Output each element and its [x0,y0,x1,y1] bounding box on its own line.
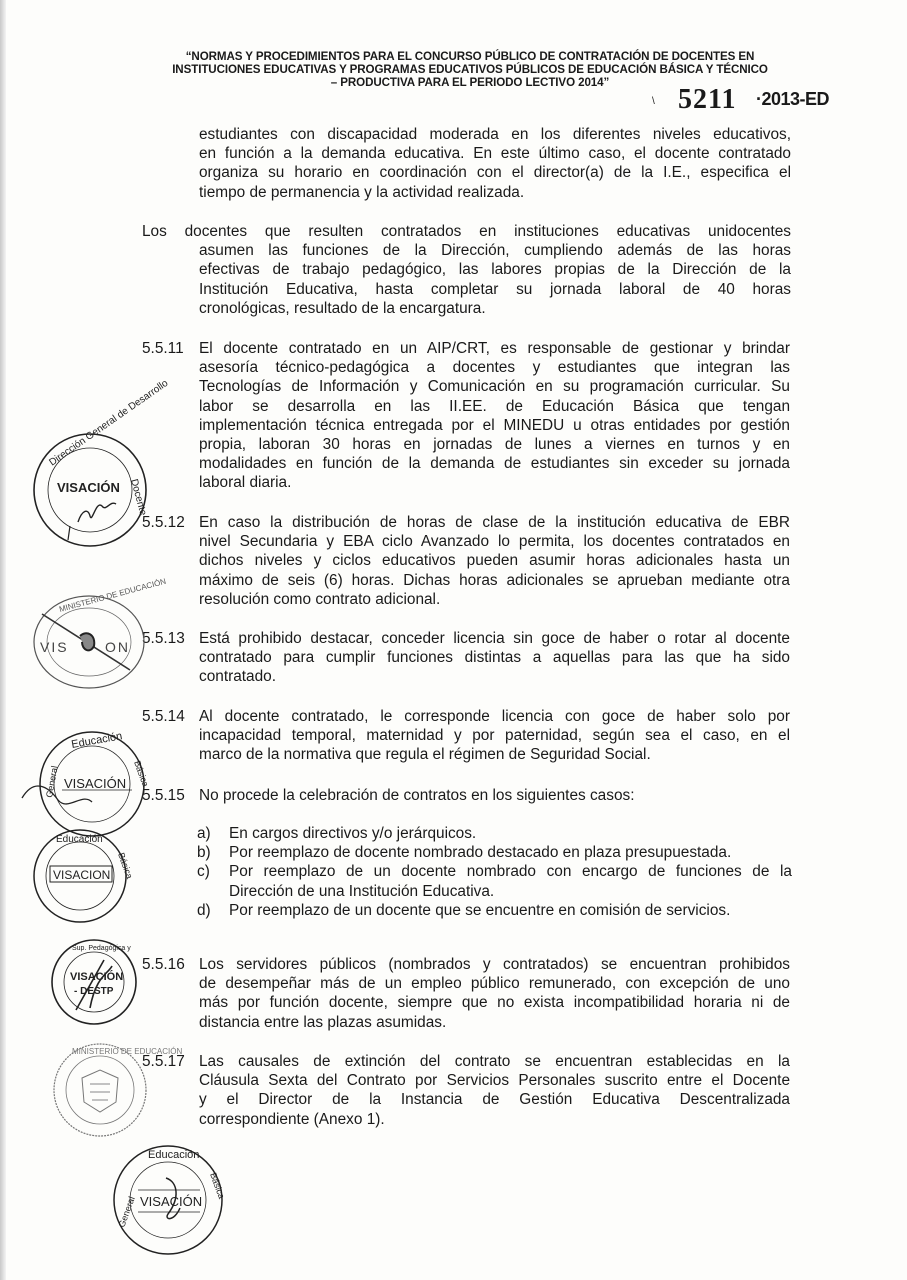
svg-text:Docente: Docente [128,477,149,517]
svg-text:VISACIÓN: VISACIÓN [140,1194,203,1209]
item-number: 5.5.13 [142,630,185,647]
text-line: Por reemplazo de docente nombrado destacado en plaza presupuestada. [229,844,732,862]
text-line: cronológicas, resultado de la encargatura. [199,299,486,317]
text-line: correspondiente (Anexo 1). [199,1110,385,1128]
svg-text:VISACIÓN: VISACIÓN [64,776,127,791]
svg-text:ON: ON [105,639,130,655]
text-line: Al docente contratado, le corresponde licencia con goce de haber solo por [199,708,790,725]
text-line: Institución Educativa, hasta completar su jornada laboral de 40 horas [199,280,791,298]
svg-text:Educación: Educación [70,730,124,751]
svg-text:- DESTP: - DESTP [74,986,114,997]
item-number: 5.5.14 [142,708,185,725]
text-line: incapacidad temporal, maternidad y por paternidad, según sea el caso, en el [199,727,790,745]
list-item [197,824,792,843]
item-5-5-17 [142,1052,790,1129]
intro-paragraph [199,125,791,202]
item-number: 5.5.16 [142,956,185,973]
item-number: 5.5.11 [142,340,184,357]
text-line: Dirección de una Institución Educativa. [229,882,495,900]
text-line: Los servidores públicos (nombrados y contratados) se encuentran prohibidos [199,956,790,973]
scan-left-edge [0,0,6,1280]
text-line: propia, laboran 30 horas en jornadas de lunes a viernes en turnos y en [199,436,790,454]
text-line: más por función docente, siempre que no exista incompatibilidad horaria ni de [199,994,790,1012]
list-item [197,862,792,900]
text-line: asesoría técnico-pedagógica a docentes y estudiantes que integran las [199,359,790,377]
svg-text:Básica: Básica [208,1171,227,1201]
svg-text:MINISTERIO DE EDUCACIÓN: MINISTERIO DE EDUCACIÓN [58,576,167,614]
text-line: labor se desarrolla en las II.EE. de Educación Básica que tengan [199,397,790,415]
header-line-1: “NORMAS Y PROCEDIMIENTOS PARA EL CONCURSO PÚBLICO DE CONTRATACIÓN DE DOCENTES EN [185,50,755,63]
text-line: asumen las funciones de la Dirección, cumpliendo además de las horas [199,242,791,260]
text-line: Las causales de extinción del contrato se encuentran establecidas en la [199,1053,790,1070]
text-line: organiza su horario en coordinación con el director(a) de la I.E., especifica el [199,164,791,182]
text-line: de desempeñar más de un empleo público remunerado, con excepción de uno [199,975,790,993]
item-5-5-14 [142,707,790,765]
text-line: Por reemplazo de un docente que se encuentre en comisión de servicios. [229,901,731,919]
visacion-stamp-ebe [20,826,140,926]
text-line: modalidades en función de la demanda de estudiantes sin exceder su jornada [199,455,790,473]
text-line: contratado para cumplir funciones distintas a aquellas para las que ha sido [199,649,790,667]
item-5-5-12 [142,513,790,609]
item-number: 5.5.12 [142,514,185,531]
svg-text:VISACIÓN: VISACIÓN [57,480,120,495]
svg-text:Básica: Básica [132,759,151,789]
resolution-suffix: ·2013-ED [756,89,830,109]
svg-text:Educación: Educación [56,834,103,845]
text-line: tiempo de permanencia y la actividad realizada. [199,183,525,201]
item-5-5-15 [142,786,790,805]
text-line: nivel Secundaria y EBA ciclo Avanzado lo permita, los docentes contratados en [199,533,790,551]
text-line: marco de la normativa que regula el régimen de Seguridad Social. [199,746,651,764]
text-line: Está prohibido destacar, conceder licencia sin goce de haber o rotar al docente [199,630,790,647]
text-line: dichos niveles y ciclos educativos pueden asumir horas adicionales hasta un [199,552,790,570]
svg-text:Sup. Pedagógica y: Sup. Pedagógica y [72,945,131,952]
cases-list [197,824,792,920]
svg-text:Dirección General de Desarroll: Dirección General de Desarrollo [47,377,171,469]
text-line: Tecnologías de Información y Comunicación en su programación curricular. Su [199,378,790,396]
text-line: Los docentes que resulten contratados en instituciones educativas unidocentes [142,223,791,240]
item-number: 5.5.15 [142,787,185,804]
list-letter: c) [197,863,210,881]
svg-text:Básica: Básica [116,851,135,881]
list-item [197,843,792,862]
text-line: El docente contratado en un AIP/CRT, es responsable de gestionar y brindar [199,340,790,357]
item-5-5-11 [142,339,790,493]
text-line: en función a la demanda educativa. En este último caso, el docente contratado [199,145,791,163]
item-5-5-13 [142,629,790,687]
text-line: máximo de seis (6) horas. Dichas horas adicionales se aprueban mediante otra [199,571,790,589]
text-line: Cláusula Sexta del Contrato por Servicios Personales suscrito entre el Docente [199,1072,790,1090]
visacion-stamp-ebr [22,728,152,838]
list-letter: a) [197,825,211,842]
text-line: distancia entre las plazas asumidas. [199,1013,447,1031]
text-line: resolución como contrato adicional. [199,590,441,608]
seal-graphic [108,1138,228,1258]
text-line: y el Director de la Instancia de Gestión Educativa Descentralizada [199,1091,790,1109]
text-line: estudiantes con discapacidad moderada en los diferentes niveles educativos, [199,126,791,143]
svg-text:General: General [116,1195,137,1229]
svg-text:Educación: Educación [148,1149,200,1161]
svg-text:MINISTERIO DE EDUCACIÓN: MINISTERIO DE EDUCACIÓN [72,1047,183,1056]
list-letter: d) [197,901,211,919]
svg-text:VISACION: VISACION [53,868,111,882]
text-line: efectivas de trabajo pedagógico, las labores propias de la Dirección de la [199,261,791,279]
svg-text:VIS: VIS [40,639,69,655]
resolution-number: 5211 [678,84,737,115]
list-letter: b) [197,844,211,862]
scan-mark: \ [652,96,655,107]
text-line: implementación técnica entregada por el MINEDU u otras entidades por gestión [199,416,790,434]
visacion-stamp-eba [108,1138,228,1258]
text-line: No procede la celebración de contratos en los siguientes casos: [199,787,635,804]
visacion-stamp-destp [46,936,142,1028]
list-item [197,901,792,920]
svg-text:VISACIÓN: VISACIÓN [70,971,124,983]
seal-graphic [22,728,152,838]
item-5-5-16 [142,955,790,1032]
text-line: Por reemplazo de un docente nombrado con encargo de funciones de la [229,863,792,881]
item-number: 5.5.17 [142,1053,185,1070]
header-line-2: INSTITUCIONES EDUCATIVAS Y PROGRAMAS EDUCATIVOS PÚBLICOS DE EDUCACIÓN BÁSICA Y TÉCNICO [172,63,768,76]
unidocente-paragraph [142,222,791,318]
text-line: En cargos directivos y/o jerárquicos. [229,825,477,842]
seal-graphic [20,826,140,926]
seal-graphic [46,936,142,1028]
text-line: laboral diaria. [199,474,292,492]
text-line: contratado. [199,668,277,686]
header-line-3: – PRODUCTIVA PARA EL PERIODO LECTIVO 2014” [330,76,610,89]
svg-text:General: General [44,765,60,799]
text-line: En caso la distribución de horas de clase de la institución educativa de EBR [199,514,790,531]
